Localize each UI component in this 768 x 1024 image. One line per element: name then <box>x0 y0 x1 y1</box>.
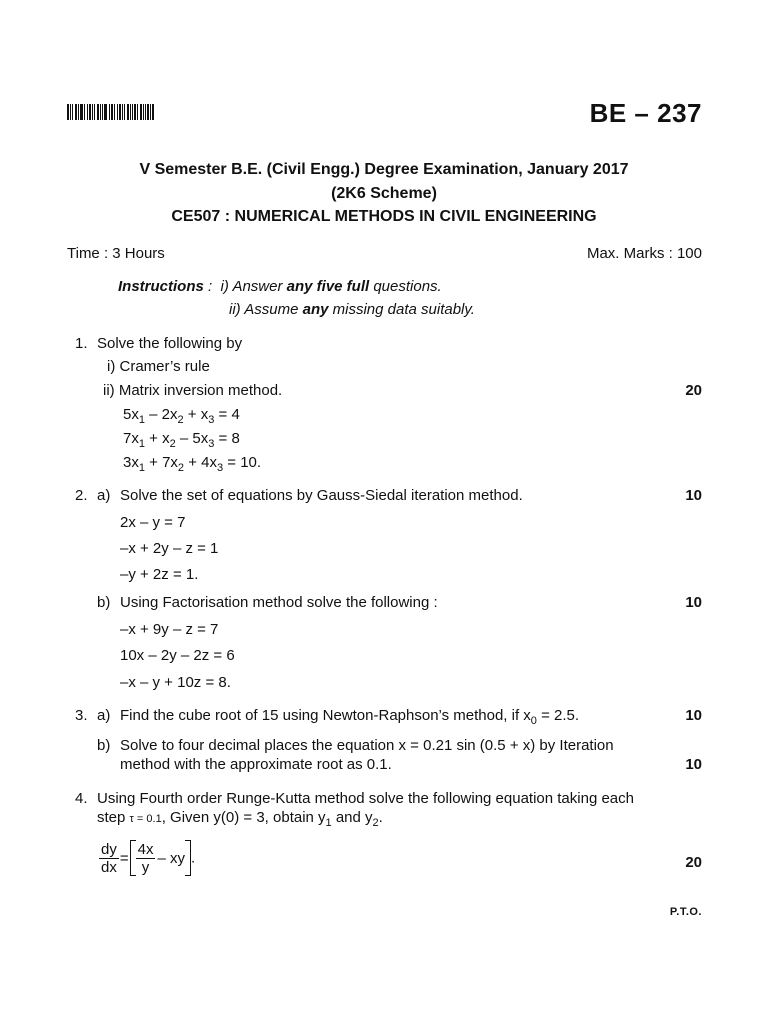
q2-number: 2. <box>75 487 88 504</box>
time-label: Time : 3 Hours <box>67 245 165 262</box>
q2b-marks: 10 <box>685 594 702 611</box>
course-title: CE507 : NUMERICAL METHODS IN CIVIL ENGINEERING <box>171 208 597 225</box>
q3b-marks: 10 <box>685 756 702 773</box>
q3a-text: Find the cube root of 15 using Newton-Raphson’s method, if $x_0 = 2.5$. <box>120 707 580 727</box>
q3a-label: a) <box>97 707 111 724</box>
q1-part-ii: ii) Matrix inversion method. <box>103 382 283 399</box>
q2b-equation-2: 10x – 2y – 2z = 6 <box>120 647 235 664</box>
q2a-marks: 10 <box>685 487 702 504</box>
q2b-equation-1: –x + 9y – z = 7 <box>120 621 219 638</box>
q2a-equation-1: 2x – y = 7 <box>120 514 186 531</box>
q4-marks: 20 <box>685 854 702 871</box>
max-marks-label: Max. Marks : 100 <box>586 245 702 262</box>
q3b-label: b) <box>97 737 111 754</box>
q1-text: Solve the following by <box>97 335 243 352</box>
q4-text-line-1: Using Fourth order Runge-Kutta method solve the following equation taking each <box>97 790 634 807</box>
barcode <box>67 104 169 120</box>
q4-differential-equation: $\frac{dy}{dx}$ = $\frac{4x}{y}$ – xy . <box>101 840 196 876</box>
q2a-text: Solve the set of equations by Gauss-Siedal iteration method. <box>120 487 523 504</box>
q4-rhs-fraction: $\frac{4x}{y}$ <box>137 840 154 876</box>
q1-equation-1: $5x_1 - 2x_2 + x_3 = 4$ <box>123 406 240 426</box>
q2b-equation-3: –x – y + 10z = 8. <box>120 674 231 691</box>
q2a-equation-3: –y + 2z = 1. <box>120 566 199 583</box>
q4-text-line-2: step τ = 0.1, Given y(0) = 3, obtain $y_1$ and $y_2$. <box>97 809 383 829</box>
q3a-marks: 10 <box>685 707 702 724</box>
instructions-line-1: Instructions : i) Answer any five full questions. <box>118 278 442 295</box>
q3b-text-line-1: Solve to four decimal places the equation x = 0.21 sin (0.5 + x) by Iteration <box>120 737 614 754</box>
q1-number: 1. <box>75 335 88 352</box>
q1-part-i: i) Cramer’s rule <box>107 358 210 375</box>
q1-marks: 20 <box>685 382 702 399</box>
q4-lhs-fraction: $\frac{dy}{dx}$ <box>101 840 117 876</box>
q3b-text-line-2: method with the approximate root as 0.1. <box>120 756 392 773</box>
q2a-label: a) <box>97 487 111 504</box>
pto-label: P.T.O. <box>669 906 702 918</box>
q3-number: 3. <box>75 707 88 724</box>
exam-title: V Semester B.E. (Civil Engg.) Degree Examination, January 2017 <box>139 161 629 178</box>
q4-step-tau: τ = 0.1 <box>129 813 162 825</box>
q2b-label: b) <box>97 594 111 611</box>
q1-equation-2: $7x_1 + x_2 - 5x_3 = 8$ <box>123 430 240 450</box>
instructions-label: Instructions <box>118 278 204 295</box>
q4-number: 4. <box>75 790 88 807</box>
q2b-text: Using Factorisation method solve the following : <box>120 594 438 611</box>
exam-scheme: (2K6 Scheme) <box>331 185 437 202</box>
instructions-line-2: ii) Assume any missing data suitably. <box>229 301 475 318</box>
paper-code: BE – 237 <box>589 98 702 128</box>
q2a-equation-2: –x + 2y – z = 1 <box>120 540 219 557</box>
q1-equation-3: $3x_1 + 7x_2 + 4x_3 = 10$. <box>123 454 262 474</box>
